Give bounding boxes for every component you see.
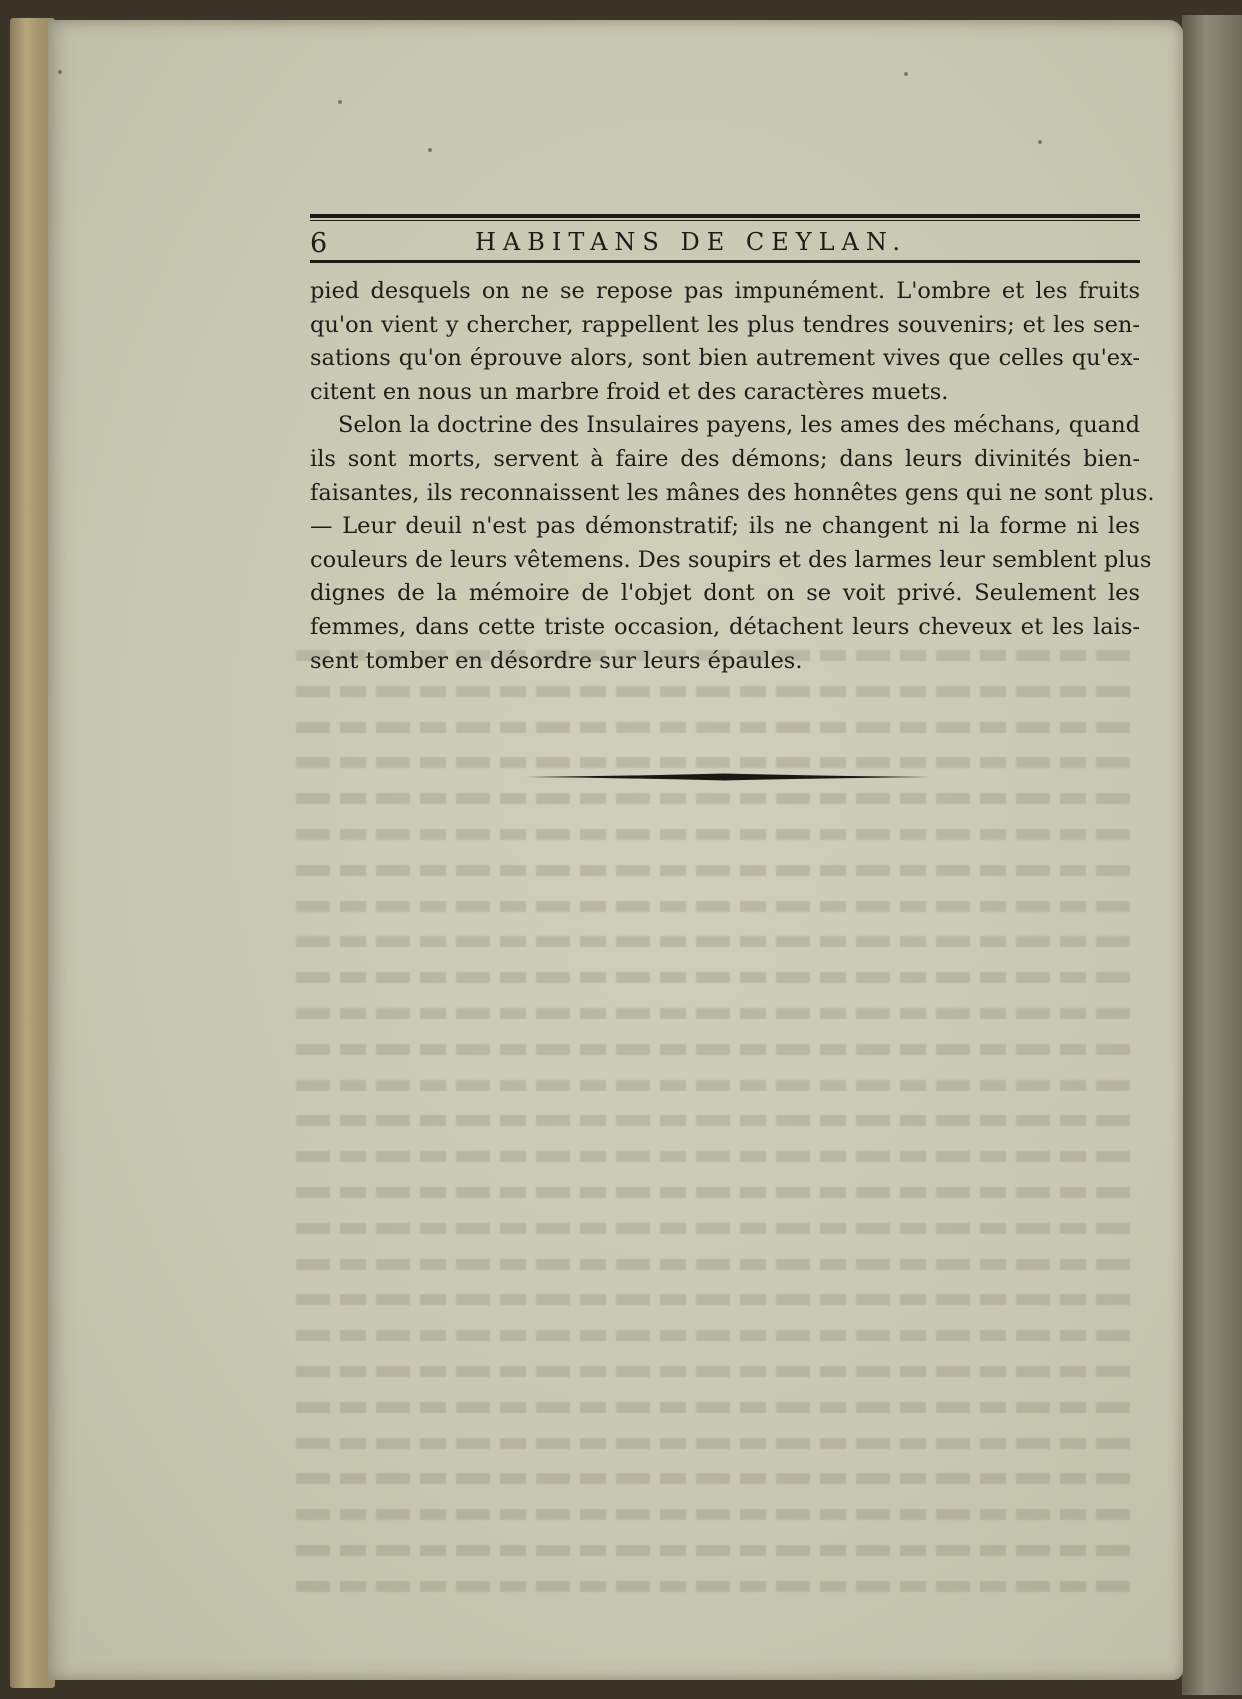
paper-speck (1038, 140, 1042, 144)
text-line: — Leur deuil n'est pas démonstratif; ils ne changent ni la forme ni les (310, 513, 1140, 540)
text-line: pied desquels on ne se repose pas impunément. L'ombre et les fruits (310, 278, 1140, 304)
running-header (310, 210, 1140, 268)
page-number: 6 (310, 228, 328, 259)
paper-speck (428, 148, 432, 152)
tailpiece-ornament (525, 772, 930, 782)
header-top-rule (310, 214, 1140, 218)
body-text (310, 275, 1155, 678)
text-line: sent tomber en désordre sur leurs épaules. (310, 647, 803, 674)
header-top-thin-rule (310, 220, 1140, 221)
page-sheet (48, 20, 1183, 1680)
paragraph-2 (310, 409, 1155, 678)
paper-speck (904, 72, 908, 76)
text-line: qu'on vient y chercher, rappellent les plus tendres souvenirs; et les sen- (310, 311, 1140, 338)
text-line: Selon la doctrine des Insulaires payens, les ames des méchans, quand (338, 412, 1140, 439)
text-line: femmes, dans cette triste occasion, détachent leurs cheveux et les lais- (310, 613, 1140, 640)
facing-page-edge (1182, 15, 1242, 1695)
text-line: dignes de la mémoire de l'objet dont on se voit privé. Seulement les (310, 580, 1140, 607)
paper-speck (338, 100, 342, 104)
header-bottom-rule (310, 260, 1140, 263)
text-line: sations qu'on éprouve alors, sont bien autrement vives que celles qu'ex- (310, 345, 1140, 372)
text-line: couleurs de leurs vêtemens. Des soupirs et des larmes leur semblent plus (310, 546, 1152, 573)
running-title: HABITANS DE CEYLAN. (475, 228, 907, 256)
text-line: citent en nous un marbre froid et des caractères muets. (310, 378, 949, 405)
paper-speck (58, 70, 62, 74)
paragraph-1 (310, 275, 1140, 409)
text-line: faisantes, ils reconnaissent les mânes des honnêtes gens qui ne sont plus. (310, 479, 1155, 506)
text-line: ils sont morts, servent à faire des démons; dans leurs divinités bien- (310, 445, 1140, 472)
